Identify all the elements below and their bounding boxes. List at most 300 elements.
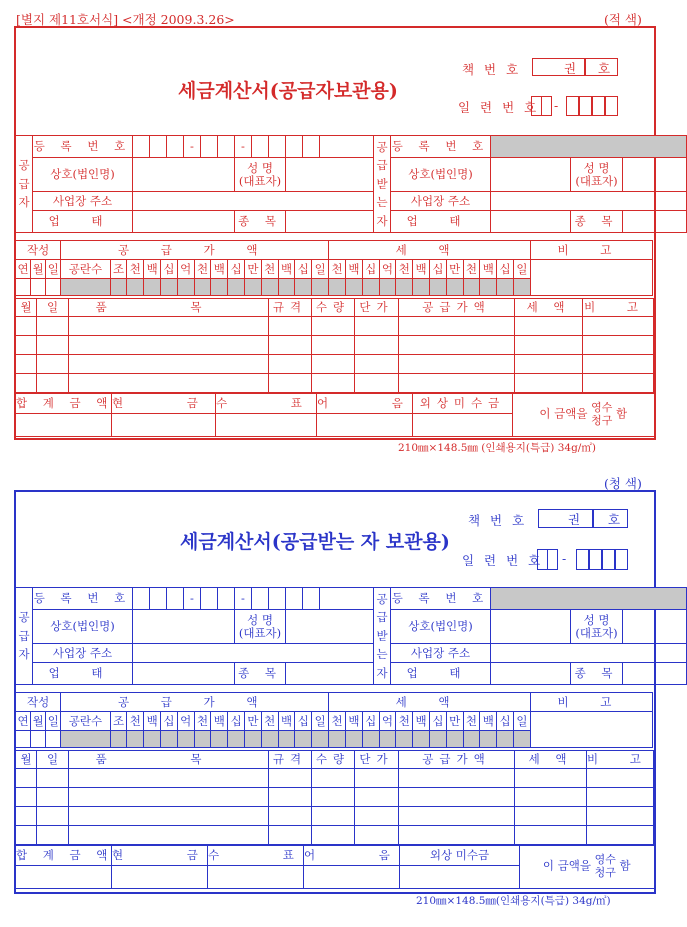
receiver-biz-item-label: 종 목 [571,211,623,233]
reg-digit[interactable] [201,136,218,158]
supply-digit-field[interactable] [177,279,194,296]
supply-digit-label: 조 [110,260,127,279]
cash-field[interactable] [112,866,208,889]
amount-table [15,240,653,296]
item-cell[interactable] [583,374,654,393]
supply-digit-label: 만 [245,260,262,279]
receiver-reg-no-field[interactable] [491,136,687,158]
serial-box-5[interactable] [592,96,605,116]
tax-digit-label: 십 [362,712,379,731]
tax-digit-field[interactable] [513,279,530,296]
total-amount-field[interactable] [16,414,112,437]
reg-digit[interactable] [303,588,320,610]
item-cell[interactable] [37,336,69,355]
supply-digit-field[interactable] [261,279,278,296]
supply-digit-label: 백 [144,260,161,279]
supply-digit-field[interactable] [194,731,211,748]
blank-count-field[interactable] [61,731,110,748]
item-cell[interactable] [583,336,654,355]
year-label: 연 [16,712,31,731]
supplier-name-field[interactable] [286,610,374,644]
item-cell[interactable] [355,788,399,807]
item-cell[interactable] [515,374,583,393]
tax-digit-label: 십 [429,712,446,731]
item-header-product: 품 목 [69,751,269,769]
item-cell[interactable] [16,769,37,788]
receiver-biz-item-field[interactable] [623,211,687,233]
item-cell[interactable] [355,374,399,393]
item-cell[interactable] [269,374,312,393]
item-cell[interactable] [269,336,312,355]
receiver-address-field[interactable] [491,644,687,663]
tax-digit-label: 일 [513,260,530,279]
supply-digit-label: 십 [228,260,245,279]
receiver-address-field[interactable] [491,192,687,211]
tax-digit-label: 십 [497,260,514,279]
tax-digit-field[interactable] [463,731,480,748]
reg-digit[interactable] [150,588,167,610]
receiver-reg-no-field[interactable] [491,588,687,610]
item-cell[interactable] [269,826,312,845]
tax-digit-label: 천 [396,712,413,731]
item-header-spec: 규격 [269,299,312,317]
item-cell[interactable] [269,317,312,336]
table-row [16,355,654,374]
credit-label: 외상미수금 [413,394,513,414]
receiver-address-label: 사업장 주소 [391,644,491,663]
item-header-qty: 수량 [312,751,355,769]
supplier-company-label: 상호(법인명) [33,610,133,644]
supply-digit-label: 십 [295,712,312,731]
item-cell[interactable] [515,769,587,788]
serial-box-2[interactable] [547,549,558,570]
tax-digit-field[interactable] [413,731,430,748]
receiver-name-field[interactable] [623,158,687,192]
book-number-volume-box[interactable] [538,509,594,528]
supplier-reg-no-label: 등 록 번 호 [33,588,133,610]
item-header-month: 월 [16,751,37,769]
blank-count-field[interactable] [61,279,110,296]
supply-digit-field[interactable] [194,279,211,296]
bill-label: 어 음 [304,846,400,866]
receiver-name-field[interactable] [623,610,687,644]
serial-box-4[interactable] [579,96,592,116]
volume-unit: 권 [564,61,577,76]
supplier-name-field[interactable] [286,158,374,192]
reg-digit[interactable] [133,136,150,158]
receiver-company-label: 상호(법인명) [391,158,491,192]
supply-digit-label: 십 [161,712,178,731]
check-field[interactable] [208,866,304,889]
reg-digit[interactable] [167,588,184,610]
issue-unit: 호 [608,512,621,527]
item-cell[interactable] [312,355,355,374]
reg-digit[interactable] [150,136,167,158]
remarks-field[interactable] [530,712,652,748]
tax-digit-label: 억 [379,712,396,731]
supply-digit-field[interactable] [211,731,228,748]
supply-digit-field[interactable] [312,731,329,748]
party-table [15,587,687,685]
tax-digit-field[interactable] [513,731,530,748]
item-cell[interactable] [312,374,355,393]
item-cell[interactable] [587,826,654,845]
table-row [16,807,654,826]
supplier-reg-no-label: 등 록 번 호 [33,136,133,158]
tax-digit-field[interactable] [396,279,413,296]
supplier-biz-item-field[interactable] [286,211,374,233]
paper-spec-footer: 210㎜×148.5㎜ (인쇄용지(특급) 34g/㎡) [398,442,596,454]
item-cell[interactable] [16,788,37,807]
item-header-tax: 세 액 [515,751,587,769]
copy-label: (청 색) [604,476,642,491]
item-cell[interactable] [37,317,69,336]
receiver-vertical-label: 공 급 받 는 자 [374,136,391,233]
reg-dash: - [235,136,252,158]
item-cell[interactable] [312,769,355,788]
supplier-address-field[interactable] [133,192,374,211]
supply-digit-field[interactable] [295,731,312,748]
tax-digit-label: 천 [396,260,413,279]
item-cell[interactable] [399,769,515,788]
reg-digit[interactable] [218,136,235,158]
item-cell[interactable] [269,769,312,788]
supply-digit-label: 천 [194,260,211,279]
reg-digit[interactable] [269,136,286,158]
receiver-name-label: 성 명 (대표자) [571,158,623,192]
receiver-biz-type-label: 업 태 [391,663,491,685]
supply-digit-label: 억 [177,712,194,731]
supply-digit-field[interactable] [110,731,127,748]
serial-box-3[interactable] [576,549,589,570]
item-cell[interactable] [16,355,37,374]
tax-digit-field[interactable] [429,731,446,748]
serial-box-3[interactable] [566,96,579,116]
supply-digit-field[interactable] [245,279,262,296]
claim-statement: 이 금액을 영수 청구 함 [513,394,654,437]
supply-amount-label: 공 급 가 액 [61,693,329,712]
issue-date-label: 작성 [16,693,61,712]
receiver-address-label: 사업장 주소 [391,192,491,211]
item-cell[interactable] [587,807,654,826]
supplier-biz-type-label: 업 태 [33,663,133,685]
item-cell[interactable] [355,336,399,355]
day-field[interactable] [46,279,61,296]
supplier-address-field[interactable] [133,644,374,663]
tax-digit-label: 십 [362,260,379,279]
supply-digit-field[interactable] [127,731,144,748]
remarks-label: 비 고 [530,241,652,260]
item-cell[interactable] [515,807,587,826]
tax-digit-label: 만 [446,260,463,279]
item-cell[interactable] [16,826,37,845]
item-cell[interactable] [69,317,269,336]
tax-digit-field[interactable] [497,731,514,748]
serial-box-5[interactable] [602,549,615,570]
table-row [16,769,654,788]
day-field[interactable] [46,731,61,748]
item-cell[interactable] [312,788,355,807]
supplier-biz-item-field[interactable] [286,663,374,685]
supplier-biz-type-field[interactable] [133,211,235,233]
item-cell[interactable] [269,807,312,826]
item-cell[interactable] [16,807,37,826]
serial-number-label: 일 련 번 호 [458,100,540,115]
item-table [15,750,654,845]
supply-digit-label: 천 [261,260,278,279]
receiver-company-field[interactable] [491,610,571,644]
item-header-unit-price: 단가 [355,299,399,317]
table-row [16,374,654,393]
item-cell[interactable] [312,807,355,826]
reg-dash: - [184,136,201,158]
year-label: 연 [16,260,31,279]
item-cell[interactable] [355,317,399,336]
item-cell[interactable] [312,317,355,336]
tax-digit-field[interactable] [480,279,497,296]
tax-digit-label: 백 [413,260,430,279]
item-header-unit-price: 단가 [355,751,399,769]
item-header-remarks: 비 고 [587,751,654,769]
supplier-vertical-label: 공 급 자 [16,588,33,685]
supplier-company-field[interactable] [133,158,235,192]
supplier-biz-type-field[interactable] [133,663,235,685]
form-title: 세금계산서(공급받는 자 보관용) [180,531,450,553]
tax-digit-label: 천 [463,260,480,279]
remarks-field[interactable] [530,260,652,296]
receiver-biz-type-field[interactable] [491,663,571,685]
tax-digit-field[interactable] [329,731,346,748]
cash-label: 현 금 [112,394,216,414]
supplier-company-field[interactable] [133,610,235,644]
credit-field[interactable] [400,866,520,889]
form-title: 세금계산서(공급자보관용) [178,80,398,102]
item-header-spec: 규격 [269,751,312,769]
item-cell[interactable] [515,788,587,807]
item-cell[interactable] [515,355,583,374]
year-field[interactable] [16,731,31,748]
check-label: 수 표 [216,394,317,414]
tax-digit-field[interactable] [379,731,396,748]
bill-field[interactable] [304,866,400,889]
item-cell[interactable] [37,807,69,826]
item-cell[interactable] [515,826,587,845]
item-cell[interactable] [587,769,654,788]
total-amount-label: 합 계 금 액 [16,394,112,414]
serial-box-6[interactable] [615,549,628,570]
item-cell[interactable] [399,336,515,355]
supplier-biz-item-label: 종 목 [235,211,286,233]
reg-digit[interactable] [167,136,184,158]
reg-digit[interactable] [218,588,235,610]
item-cell[interactable] [16,317,37,336]
supply-digit-field[interactable] [245,731,262,748]
item-cell[interactable] [355,769,399,788]
supplier-name-label: 성 명 (대표자) [235,610,286,644]
supply-digit-field[interactable] [144,279,161,296]
serial-box-2[interactable] [541,96,552,116]
item-cell[interactable] [69,374,269,393]
month-label: 월 [31,712,46,731]
supply-digit-field[interactable] [295,279,312,296]
tax-digit-field[interactable] [413,279,430,296]
item-cell[interactable] [515,336,583,355]
supply-digit-field[interactable] [211,279,228,296]
supply-digit-field[interactable] [144,731,161,748]
table-row [16,336,654,355]
supply-digit-field[interactable] [228,279,245,296]
receiver-biz-type-field[interactable] [491,211,571,233]
tax-digit-label: 백 [345,712,362,731]
reg-digit[interactable] [320,588,374,610]
item-cell[interactable] [69,826,269,845]
item-cell[interactable] [69,769,269,788]
receiver-biz-item-field[interactable] [623,663,687,685]
supply-digit-field[interactable] [278,731,295,748]
paper-spec-footer: 210㎜×148.5㎜(인쇄용지(특급) 34g/㎡) [416,895,611,907]
tax-digit-field[interactable] [362,731,379,748]
supply-digit-field[interactable] [278,279,295,296]
item-cell[interactable] [37,374,69,393]
item-cell[interactable] [355,807,399,826]
item-cell[interactable] [37,788,69,807]
item-cell[interactable] [312,826,355,845]
tax-digit-label: 백 [480,260,497,279]
receiver-reg-no-label: 등 록 번 호 [391,136,491,158]
reg-digit[interactable] [252,588,269,610]
tax-digit-label: 천 [463,712,480,731]
reg-digit[interactable] [269,588,286,610]
reg-digit[interactable] [303,136,320,158]
item-header-day: 일 [37,751,69,769]
credit-field[interactable] [413,414,513,437]
item-cell[interactable] [515,317,583,336]
item-cell[interactable] [399,374,515,393]
item-cell[interactable] [37,769,69,788]
year-field[interactable] [16,279,31,296]
reg-digit[interactable] [133,588,150,610]
item-cell[interactable] [69,355,269,374]
credit-label: 외상 미수금 [400,846,520,866]
tax-digit-field[interactable] [463,279,480,296]
item-table [15,298,654,393]
item-header-product: 품 목 [69,299,269,317]
cash-field[interactable] [112,414,216,437]
supply-digit-field[interactable] [127,279,144,296]
reg-digit[interactable] [252,136,269,158]
check-label: 수 표 [208,846,304,866]
supply-digit-field[interactable] [110,279,127,296]
item-cell[interactable] [16,374,37,393]
item-cell[interactable] [587,788,654,807]
tax-digit-field[interactable] [345,279,362,296]
month-field[interactable] [31,279,46,296]
supply-digit-label: 천 [261,712,278,731]
tax-digit-label: 천 [329,260,346,279]
item-cell[interactable] [399,826,515,845]
supplier-biz-item-label: 종 목 [235,663,286,685]
item-cell[interactable] [37,826,69,845]
item-cell[interactable] [399,317,515,336]
tax-digit-field[interactable] [345,731,362,748]
item-cell[interactable] [583,317,654,336]
check-field[interactable] [216,414,317,437]
supply-digit-field[interactable] [161,279,178,296]
item-cell[interactable] [355,826,399,845]
serial-box-4[interactable] [589,549,602,570]
tax-digit-label: 일 [513,712,530,731]
supply-digit-label: 천 [127,712,144,731]
receiver-company-field[interactable] [491,158,571,192]
item-cell[interactable] [583,355,654,374]
supply-digit-field[interactable] [261,731,278,748]
tax-digit-field[interactable] [446,731,463,748]
tax-digit-field[interactable] [396,731,413,748]
tax-digit-field[interactable] [497,279,514,296]
item-cell[interactable] [69,807,269,826]
item-cell[interactable] [269,788,312,807]
supply-digit-field[interactable] [312,279,329,296]
item-cell[interactable] [312,336,355,355]
item-cell[interactable] [269,355,312,374]
blank-count-label: 공란수 [61,712,110,731]
supply-digit-label: 백 [144,712,161,731]
supply-digit-label: 일 [312,712,329,731]
tax-digit-field[interactable] [362,279,379,296]
receiver-name-label: 성 명 (대표자) [571,610,623,644]
item-header-tax: 세 액 [515,299,583,317]
item-cell[interactable] [37,355,69,374]
serial-box-6[interactable] [605,96,618,116]
item-cell[interactable] [16,336,37,355]
supply-digit-label: 십 [295,260,312,279]
reg-digit[interactable] [286,136,303,158]
item-cell[interactable] [355,355,399,374]
tax-digit-field[interactable] [379,279,396,296]
supply-digit-field[interactable] [161,731,178,748]
item-cell[interactable] [399,788,515,807]
reg-dash: - [235,588,252,610]
receiver-biz-type-label: 업 태 [391,211,491,233]
supply-digit-field[interactable] [177,731,194,748]
item-header-supply-amount: 공급가액 [399,299,515,317]
supply-digit-label: 백 [211,260,228,279]
bill-field[interactable] [317,414,413,437]
tax-digit-label: 만 [446,712,463,731]
supply-digit-field[interactable] [228,731,245,748]
tax-digit-field[interactable] [446,279,463,296]
reg-digit[interactable] [320,136,374,158]
supply-digit-label: 억 [177,260,194,279]
book-number-volume-box[interactable] [532,58,586,76]
tax-digit-label: 십 [497,712,514,731]
total-amount-field[interactable] [16,866,112,889]
reg-digit[interactable] [201,588,218,610]
item-cell[interactable] [399,355,515,374]
cash-label: 현 금 [112,846,208,866]
month-field[interactable] [31,731,46,748]
tax-digit-field[interactable] [429,279,446,296]
item-cell[interactable] [399,807,515,826]
supply-digit-label: 십 [228,712,245,731]
item-cell[interactable] [69,788,269,807]
reg-digit[interactable] [286,588,303,610]
tax-digit-field[interactable] [329,279,346,296]
item-cell[interactable] [69,336,269,355]
supplier-vertical-label: 공 급 자 [16,136,33,233]
item-header-month: 월 [16,299,37,317]
tax-digit-field[interactable] [480,731,497,748]
